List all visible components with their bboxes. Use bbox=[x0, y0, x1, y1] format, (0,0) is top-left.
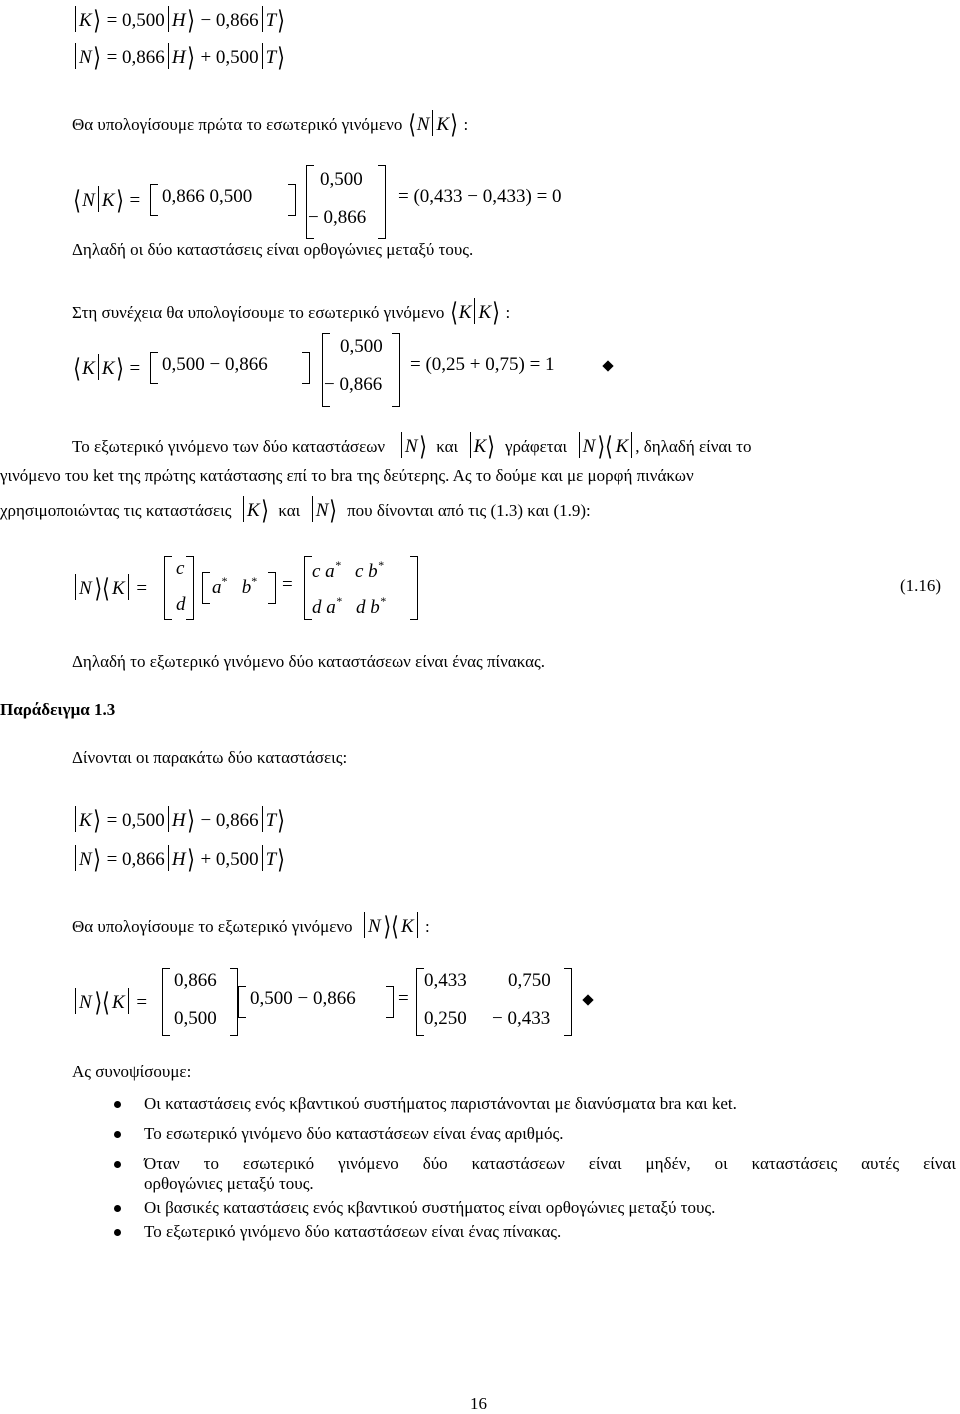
summary-item: Όταν το εσωτερικό γινόμενο δύο καταστάσεων είναι μηδέν, οι καταστάσεις αυτές είναι bbox=[144, 1154, 956, 1173]
paragraph-inner-product-kk-intro: Στη συνέχεια θα υπολογίσουμε το εσωτερικό γινόμενο ⟨K K⟩ : bbox=[72, 298, 511, 327]
paragraph-outer-product-matrix: Δηλαδή το εξωτερικό γινόμενο δύο καταστάσεων είναι ένας πίνακας. bbox=[72, 652, 546, 671]
bullet bbox=[114, 1205, 121, 1212]
inner-product-result: = (0,25 + 0,75) = 1 bbox=[410, 354, 555, 375]
column-vector-bottom: − 0,866 bbox=[308, 207, 367, 228]
column-vector-top: 0,500 bbox=[340, 336, 383, 357]
paragraph-outer-product-line1: Το εξωτερικό γινόμενο των δύο καταστάσεων N⟩ και K⟩ γράφεται N⟩⟨ K , δηλαδή είναι το bbox=[72, 432, 752, 461]
end-of-example-diamond bbox=[602, 360, 613, 371]
summary-item: Το εξωτερικό γινόμενο δύο καταστάσεων είναι ένας πίνακας. bbox=[144, 1222, 562, 1241]
summary-heading: Ας συνοψίσουμε: bbox=[72, 1062, 192, 1081]
example-state-k: K⟩ = 0,500 H⟩ − 0,866 T⟩ bbox=[72, 806, 286, 834]
paragraph-outer-product-example-intro: Θα υπολογίσουμε το εξωτερικό γινόμενο N⟩⟨ K : bbox=[72, 912, 430, 941]
end-of-example-diamond bbox=[582, 994, 593, 1005]
state-equation-k: K⟩ = 0,500 H⟩ − 0,866 T⟩ bbox=[72, 6, 286, 34]
column-vector-top: 0,500 bbox=[320, 169, 363, 190]
state-equation-n: N⟩ = 0,866 H⟩ + 0,500 T⟩ bbox=[72, 43, 286, 71]
paragraph-orthogonal: Δηλαδή οι δύο καταστάσεις είναι ορθογώνιες μεταξύ τους. bbox=[72, 240, 474, 259]
row-vector: 0,500 − 0,866 bbox=[162, 354, 268, 375]
summary-item: Οι βασικές καταστάσεις ενός κβαντικού συστήματος είναι ορθογώνιες μεταξύ τους. bbox=[144, 1198, 716, 1217]
example-state-n: N⟩ = 0,866 H⟩ + 0,500 T⟩ bbox=[72, 845, 286, 873]
summary-item: Οι καταστάσεις ενός κβαντικού συστήματος παριστάνονται με διανύσματα bra και ket. bbox=[144, 1094, 737, 1113]
column-vector-bottom: − 0,866 bbox=[324, 374, 383, 395]
equation-number: (1.16) bbox=[900, 576, 942, 595]
bullet bbox=[114, 1161, 121, 1168]
bullet bbox=[114, 1101, 121, 1108]
bullet bbox=[114, 1229, 121, 1236]
summary-item: Το εσωτερικό γινόμενο δύο καταστάσεων είναι ένας αριθμός. bbox=[144, 1124, 564, 1143]
bullet bbox=[114, 1131, 121, 1138]
row-vector: 0,866 0,500 bbox=[162, 186, 253, 207]
page-number: 16 bbox=[470, 1394, 487, 1413]
paragraph-outer-product-line3: χρησιμοποιώντας τις καταστάσεις K⟩ και N⟩ που δίνονται από τις (1.3) και (1.9): bbox=[0, 496, 591, 525]
paragraph-given-states: Δίνονται οι παρακάτω δύο καταστάσεις: bbox=[72, 748, 348, 767]
inner-product-result: = (0,433 − 0,433) = 0 bbox=[398, 186, 562, 207]
summary-item-continuation: ορθογώνιες μεταξύ τους. bbox=[144, 1174, 314, 1193]
paragraph-inner-product-intro: Θα υπολογίσουμε πρώτα το εσωτερικό γινόμενο ⟨N K⟩ : bbox=[72, 110, 469, 139]
paragraph-outer-product-line2: γινόμενο του ket της πρώτης κατάστασης επί το bra της δεύτερης. Ας το δούμε και με μορφή πινάκων bbox=[0, 466, 694, 485]
example-heading: Παράδειγμα 1.3 bbox=[0, 700, 116, 719]
